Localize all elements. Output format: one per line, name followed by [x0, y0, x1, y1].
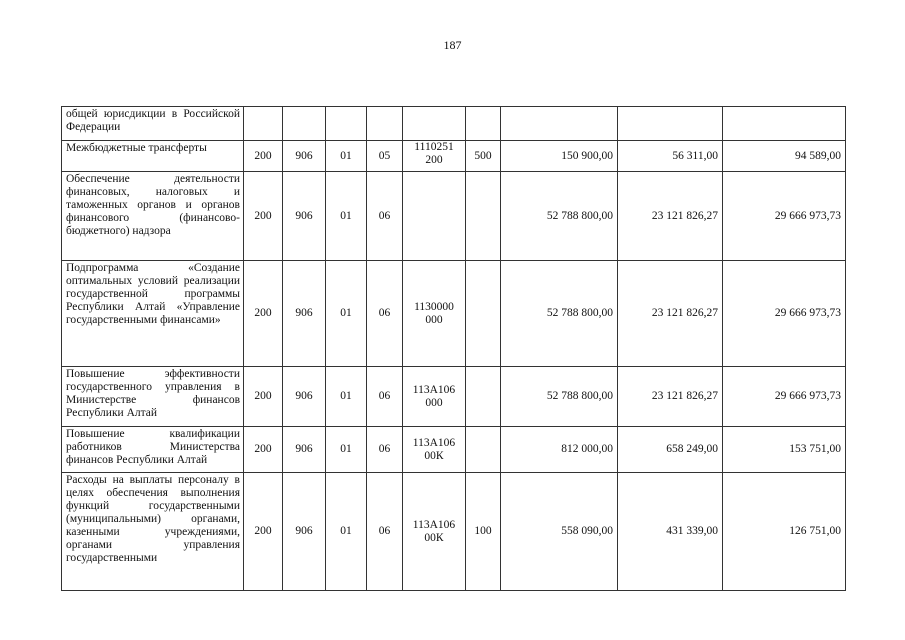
cell-col3	[283, 107, 326, 141]
cell-col6	[403, 107, 466, 141]
cell-col5: 06	[367, 427, 403, 473]
row-name: общей юрисдикции в Российской Федерации	[62, 107, 244, 141]
cell-col8	[501, 107, 618, 141]
row-name: Расходы на выплаты персоналу в целях обеспечения выполнения функций государственными (муниципальными) органами, казенными учреждениями, органами управления государственными	[62, 473, 244, 591]
cell-col9: 23 121 826,27	[618, 172, 723, 261]
cell-col2: 200	[244, 427, 283, 473]
table-row	[62, 261, 846, 367]
cell-col2	[244, 107, 283, 141]
cell-col7: 100	[466, 473, 501, 591]
cell-col4: 01	[326, 172, 367, 261]
cell-col8: 52 788 800,00	[501, 261, 618, 367]
cell-col4: 01	[326, 473, 367, 591]
row-name: Повышение эффективности государственного управления в Министерстве финансов Республики Алтай	[62, 367, 244, 427]
cell-col3: 906	[283, 261, 326, 367]
cell-col8: 812 000,00	[501, 427, 618, 473]
cell-col5: 05	[367, 141, 403, 172]
cell-col7	[466, 261, 501, 367]
cell-col10: 29 666 973,73	[723, 367, 846, 427]
table-row	[62, 473, 846, 591]
cell-col7	[466, 107, 501, 141]
cell-col2: 200	[244, 261, 283, 367]
cell-col8: 52 788 800,00	[501, 172, 618, 261]
cell-col9: 658 249,00	[618, 427, 723, 473]
cell-col5: 06	[367, 172, 403, 261]
cell-col5: 06	[367, 473, 403, 591]
cell-col3: 906	[283, 427, 326, 473]
cell-col5: 06	[367, 367, 403, 427]
cell-col10: 29 666 973,73	[723, 261, 846, 367]
cell-col3: 906	[283, 141, 326, 172]
cell-col6	[403, 172, 466, 261]
cell-col4: 01	[326, 367, 367, 427]
cell-col7	[466, 172, 501, 261]
cell-col4: 01	[326, 261, 367, 367]
cell-col10: 94 589,00	[723, 141, 846, 172]
cell-col3: 906	[283, 473, 326, 591]
cell-col6: 113А106 000	[403, 367, 466, 427]
cell-col2: 200	[244, 172, 283, 261]
cell-col10: 153 751,00	[723, 427, 846, 473]
row-name: Межбюджетные трансферты	[62, 141, 244, 172]
cell-col2: 200	[244, 141, 283, 172]
cell-col8: 558 090,00	[501, 473, 618, 591]
cell-col6: 113А106 00К	[403, 473, 466, 591]
cell-col8: 150 900,00	[501, 141, 618, 172]
cell-col3: 906	[283, 172, 326, 261]
cell-col6: 1110251 200	[403, 141, 466, 172]
table-row	[62, 107, 846, 141]
cell-col9: 56 311,00	[618, 141, 723, 172]
cell-col9: 23 121 826,27	[618, 261, 723, 367]
table-row	[62, 172, 846, 261]
cell-col10: 126 751,00	[723, 473, 846, 591]
cell-col8: 52 788 800,00	[501, 367, 618, 427]
cell-col5: 06	[367, 261, 403, 367]
cell-col7	[466, 367, 501, 427]
cell-col10	[723, 107, 846, 141]
row-name: Повышение квалификации работников Министерства финансов Республики Алтай	[62, 427, 244, 473]
cell-col9: 431 339,00	[618, 473, 723, 591]
cell-col7	[466, 427, 501, 473]
cell-col2: 200	[244, 473, 283, 591]
budget-table	[61, 106, 846, 591]
cell-col2: 200	[244, 367, 283, 427]
cell-col7: 500	[466, 141, 501, 172]
cell-col9	[618, 107, 723, 141]
cell-col4: 01	[326, 427, 367, 473]
cell-col9: 23 121 826,27	[618, 367, 723, 427]
table-row	[62, 141, 846, 172]
cell-col6: 1130000 000	[403, 261, 466, 367]
cell-col4	[326, 107, 367, 141]
cell-col5	[367, 107, 403, 141]
table-row	[62, 427, 846, 473]
cell-col3: 906	[283, 367, 326, 427]
row-name: Обеспечение деятельности финансовых, налоговых и таможенных органов и органов финансового (финансово-бюджетного) надзора	[62, 172, 244, 261]
cell-col10: 29 666 973,73	[723, 172, 846, 261]
cell-col6: 113А106 00К	[403, 427, 466, 473]
cell-col4: 01	[326, 141, 367, 172]
page-number: 187	[443, 38, 462, 52]
row-name: Подпрограмма «Создание оптимальных условий реализации государственной программы Республики Алтай «Управление государственными финансами»	[62, 261, 244, 367]
table-row	[62, 367, 846, 427]
